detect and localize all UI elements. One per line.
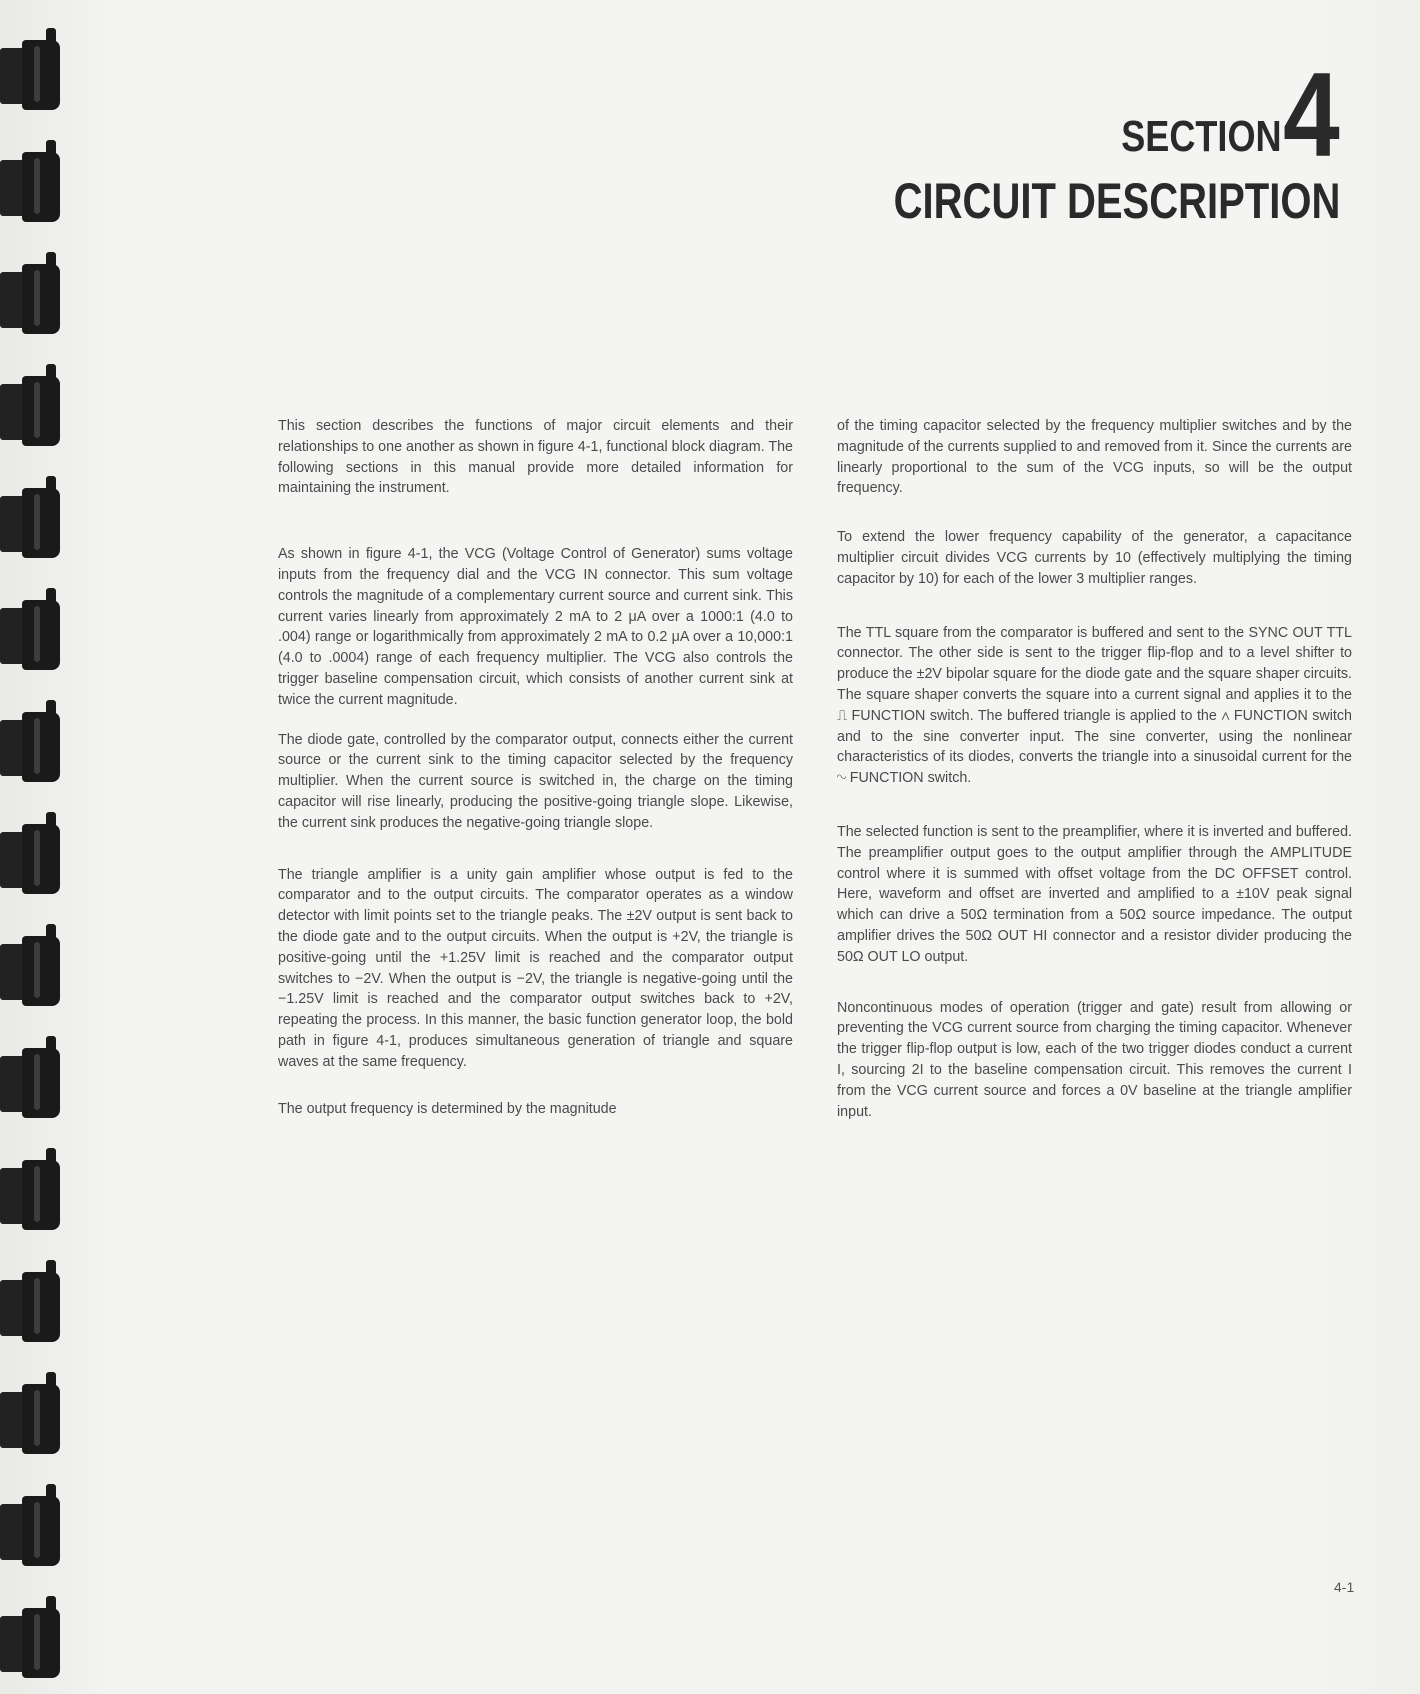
paragraph: The TTL square from the comparator is buffered and sent to the SYNC OUT TTL connector. The other side is sent to the trigger flip-flop and to a level shifter to produce the ±2V bipolar square for the diode gate and the square shaper circuits. The square shaper converts the square into a current signal and applies it to the ⎍ FUNCTION switch. The buffered triangle is applied to the ∧ FUNCTION switch and to the sine converter input. The sine converter, using the nonlinear characteristics of its diodes, converts the triangle into a sinusoidal current for the ∿ FUNCTION switch. bbox=[837, 624, 1352, 787]
binding-ring bbox=[0, 1608, 62, 1678]
binding-ring bbox=[0, 1272, 62, 1342]
binding-ring bbox=[0, 1384, 62, 1454]
section-header bbox=[782, 48, 1340, 230]
section-title: CIRCUIT DESCRIPTION bbox=[893, 173, 1340, 229]
binding-ring bbox=[0, 824, 62, 894]
binding-ring bbox=[0, 1496, 62, 1566]
paragraph: As shown in figure 4-1, the VCG (Voltage Control of Generator) sums voltage inputs from the frequency dial and the VCG IN connector. This sum voltage controls the magnitude of a complementary current source and current sink. This current varies linearly from approximately 2 mA to 2 μA over a 1000:1 (4.0 to .004) range or logarithmically from approximately 2 mA to 0.2 μA over a 10,000:1 (4.0 to .0004) range of each frequency multiplier. The VCG also controls the trigger baseline compensation circuit, which consists of another current sink at twice the current magnitude. bbox=[278, 546, 793, 708]
binding-ring bbox=[0, 152, 62, 222]
paragraph: To extend the lower frequency capability of the generator, a capacitance multiplier circuit divides VCG currents by 10 (effectively multiplying the timing capacitor by 10) for each of the lower 3 multiplier ranges. bbox=[837, 529, 1352, 587]
paragraph: The selected function is sent to the preamplifier, where it is inverted and buffered. The preamplifier output goes to the output amplifier through the AMPLITUDE control where it is summed with offset voltage from the DC OFFSET control. Here, waveform and offset are inverted and amplified to a ±10V peak signal which can drive a 50Ω termination from a 50Ω source impedance. The output amplifier drives the 50Ω OUT HI connector and a resistor divider producing the 50Ω OUT LO output. bbox=[837, 823, 1352, 965]
binding-ring bbox=[0, 40, 62, 110]
binding-ring bbox=[0, 488, 62, 558]
right-column bbox=[837, 416, 1352, 1122]
paragraph: The diode gate, controlled by the comparator output, connects either the current source or the current sink to the timing capacitor selected by the frequency multiplier. When the current source is switched in, the charge on the timing capacitor will rise linearly, producing the positive-going triangle slope. Likewise, the current sink produces the negative-going triangle slope. bbox=[278, 731, 793, 831]
paragraph: The triangle amplifier is a unity gain amplifier whose output is fed to the comparator and to the output circuits. The comparator operates as a window detector with limit points set to the triangle peaks. The ±2V output is sent back to the diode gate and to the output circuits. When the output is +2V, the triangle is positive-going until the +1.25V limit is reached and the comparator output switches to −2V. When the output is −2V, the triangle is negative-going until the −1.25V limit is reached and the comparator output switches back to +2V, repeating the process. In this manner, the basic function generator loop, the bold path in figure 4-1, produces simultaneous generation of triangle and square waves at the same frequency. bbox=[278, 866, 793, 1070]
binding-ring bbox=[0, 1048, 62, 1118]
spiral-binding bbox=[0, 0, 80, 1694]
paragraph: of the timing capacitor selected by the frequency multiplier switches and by the magnitude of the currents supplied to and removed from it. Since the currents are linearly proportional to the sum of the VCG inputs, so will be the output frequency. bbox=[837, 418, 1352, 497]
binding-ring bbox=[0, 712, 62, 782]
binding-ring bbox=[0, 600, 62, 670]
paragraph: Noncontinuous modes of operation (trigger and gate) result from allowing or preventing the VCG current source from charging the timing capacitor. Whenever the trigger flip-flop output is low, each of the two trigger diodes conduct a current I, sourcing 2I to the baseline compensation circuit. This removes the current I from the VCG current source and forces a 0V baseline at the triangle amplifier input. bbox=[837, 999, 1352, 1120]
binding-ring bbox=[0, 376, 62, 446]
left-column bbox=[278, 416, 793, 1119]
page-number: 4-1 bbox=[1334, 1579, 1355, 1595]
binding-ring bbox=[0, 264, 62, 334]
binding-ring bbox=[0, 1160, 62, 1230]
paragraph: This section describes the functions of major circuit elements and their relationships to one another as shown in figure 4-1, functional block diagram. The following sections in this manual provide more detailed information for maintaining the instrument. bbox=[278, 418, 793, 497]
section-label: SECTION bbox=[1120, 112, 1282, 161]
paragraph: The output frequency is determined by the magnitude bbox=[278, 1100, 617, 1117]
section-number: 4 bbox=[1283, 48, 1340, 182]
section-heading-line bbox=[782, 48, 1340, 182]
binding-ring bbox=[0, 936, 62, 1006]
